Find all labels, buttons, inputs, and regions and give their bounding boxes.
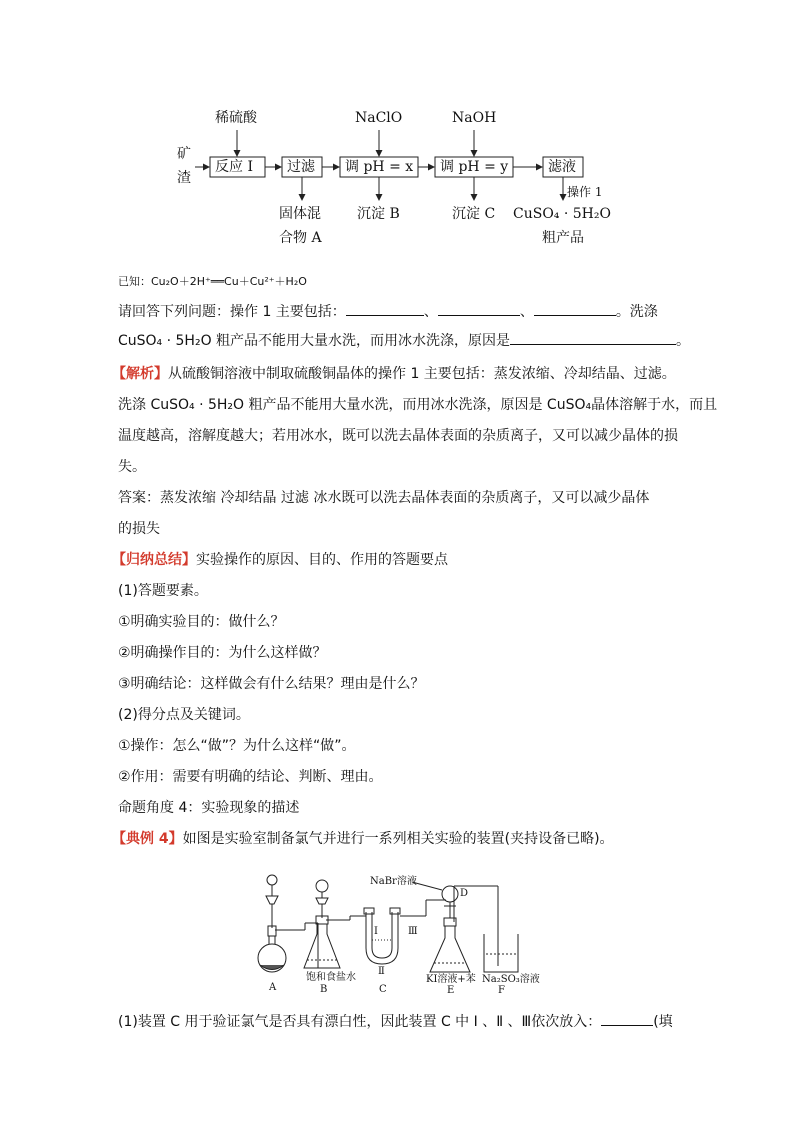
box-ph-y-label: 调 pH = y (440, 159, 509, 175)
summary-item: ②作用：需要有明确的结论、判断、理由。 (118, 769, 383, 785)
ore-label-1: 矿 (177, 146, 191, 162)
question-1-line (118, 1011, 673, 1032)
answer-blank-2[interactable] (438, 301, 520, 316)
analysis-text-1: 从硫酸铜溶液中制取硫酸铜晶体的操作 1 主要包括：蒸发浓缩、冷却结晶、过滤。 (168, 366, 676, 382)
summary-item: (2)得分点及关键词。 (118, 707, 250, 723)
question-line-1 (118, 301, 658, 322)
output-a-line1: 固体混 (279, 206, 321, 222)
question-text-1: 请回答下列问题：操作 1 主要包括： (118, 304, 346, 320)
label-b: B (320, 984, 328, 995)
example-tag: 【典例 4】 (112, 831, 183, 847)
box-filtrate-label: 滤液 (548, 159, 576, 175)
box-ph-x-label: 调 pH = x (345, 159, 414, 175)
question-text-2: CuSO₄ · 5H₂O 粗产品不能用大量水洗，而用冰水洗涤，原因是 (118, 333, 511, 349)
analysis-tag: 【解析】 (112, 366, 168, 382)
analysis-line-1 (112, 364, 676, 384)
analysis-line-3: 温度越高，溶解度越大；若用冰水，既可以洗去晶体表面的杂质离子，又可以减少晶体的损 (118, 428, 678, 444)
nabr-label: NaBr溶液 (370, 876, 417, 887)
summary-item: ③明确结论：这样做会有什么结果？理由是什么？ (118, 676, 425, 692)
analysis-line-2: 洗涤 CuSO₄ · 5H₂O 粗产品不能用大量水洗，而用冰水洗涤，原因是 CuSO₄晶体溶解于水，而且 (118, 397, 718, 413)
example-text: 如图是实验室制备氯气并进行一系列相关实验的装置(夹持设备已略)。 (182, 831, 614, 847)
example-line (112, 829, 614, 849)
label-roman-1: Ⅰ (374, 926, 378, 937)
summary-item: ②明确操作目的：为什么这样做？ (118, 645, 327, 661)
label-c: C (379, 984, 387, 995)
summary-heading (112, 550, 448, 570)
box-reaction-label: 反应 Ⅰ (215, 159, 253, 175)
question-1-tail: (填 (653, 1014, 673, 1030)
summary-tag: 【归纳总结】 (112, 552, 196, 568)
ore-label-2: 渣 (177, 170, 191, 186)
answer-line-2: 的损失 (118, 521, 160, 537)
product-formula: CuSO₄ · 5H₂O (513, 206, 611, 222)
output-c: 沉淀 C (452, 206, 496, 222)
answer-blank-5[interactable] (601, 1011, 653, 1026)
product-label: 粗产品 (542, 230, 584, 246)
known-equation: 已知：Cu₂O＋2H⁺══Cu＋Cu²⁺＋H₂O (118, 275, 307, 288)
reagent-naclo: NaClO (355, 110, 403, 126)
label-ki-benzene: KI溶液+苯 (426, 974, 476, 985)
period: 。 (676, 333, 691, 349)
label-na2so3: Na₂SO₃溶液 (482, 974, 540, 985)
reagent-naoh: NaOH (452, 110, 497, 126)
label-saturated-brine: 饱和食盐水 (306, 972, 356, 983)
separator: 、 (423, 304, 438, 320)
question-1-text: (1)装置 C 用于验证氯气是否具有漂白性，因此装置 C 中 Ⅰ 、Ⅱ 、Ⅲ依次放入： (118, 1014, 602, 1030)
summary-item: (1)答题要素。 (118, 583, 208, 599)
analysis-line-4: 失。 (118, 459, 146, 475)
process-flow-diagram (165, 100, 645, 250)
reagent-dilute-sulfuric-acid: 稀硫酸 (215, 110, 257, 126)
output-a-line2: 合物 A (279, 230, 322, 246)
answer-blank-4[interactable] (510, 330, 676, 345)
summary-item: ①明确实验目的：做什么？ (118, 614, 285, 630)
apparatus-diagram (250, 868, 550, 996)
box-filter-label: 过滤 (287, 159, 315, 175)
separator: 、 (519, 304, 534, 320)
question-line-2 (118, 330, 690, 351)
question-text-1b: 。洗涤 (615, 304, 658, 320)
operation-1-label: 操作 1 (567, 185, 603, 199)
label-roman-2: Ⅱ (378, 966, 385, 977)
answer-blank-3[interactable] (534, 301, 616, 316)
section-heading: 命题角度 4：实验现象的描述 (118, 800, 300, 816)
answer-line-1: 答案：蒸发浓缩 冷却结晶 过滤 冰水既可以洗去晶体表面的杂质离子，又可以减少晶体 (118, 490, 650, 506)
label-d: D (460, 888, 469, 899)
label-a: A (269, 982, 277, 993)
summary-title: 实验操作的原因、目的、作用的答题要点 (196, 552, 448, 568)
label-roman-3: Ⅲ (408, 926, 418, 937)
label-e: E (447, 985, 455, 996)
answer-blank-1[interactable] (346, 301, 424, 316)
label-f: F (498, 985, 505, 996)
summary-item: ①操作：怎么“做”？为什么这样“做”。 (118, 738, 356, 754)
output-b: 沉淀 B (357, 206, 400, 222)
